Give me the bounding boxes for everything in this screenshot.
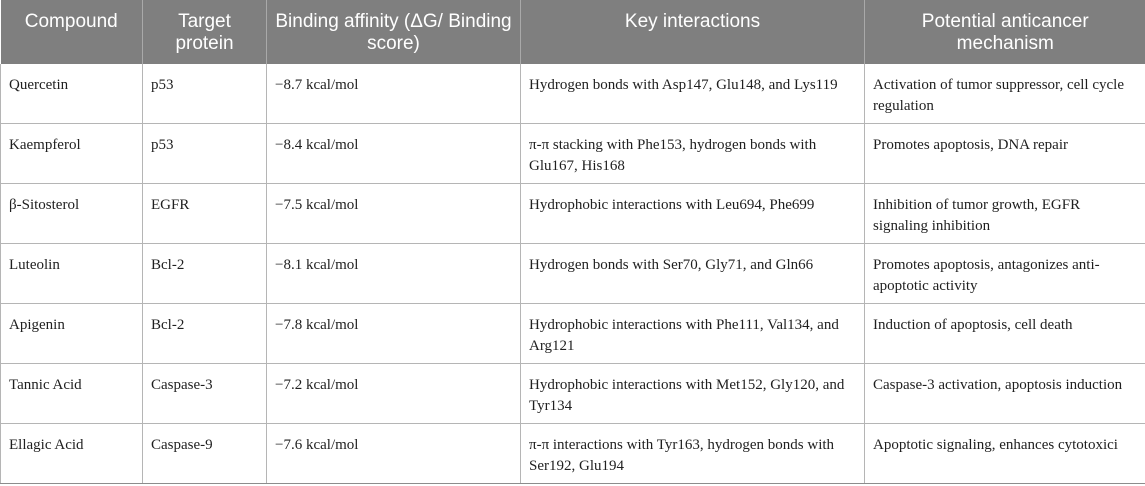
- table-row: [1, 124, 1145, 184]
- cell-target-protein: p53: [143, 64, 267, 124]
- header-compound: Compound: [1, 0, 143, 64]
- header-binding-affinity: Binding affinity (ΔG/ Binding score): [267, 0, 521, 64]
- cell-key-interactions: Hydrophobic interactions with Met152, Gly120, and Tyr134: [521, 364, 865, 424]
- cell-mechanism-text: Promotes apoptosis, DNA repair: [873, 137, 1068, 153]
- cell-mechanism: [865, 424, 1145, 484]
- cell-binding-affinity: −8.1 kcal/mol: [267, 244, 521, 304]
- cell-target-protein: Bcl-2: [143, 304, 267, 364]
- cell-mechanism-text: Induction of apoptosis, cell death: [873, 317, 1073, 333]
- table-header: [1, 0, 1145, 64]
- cell-target-protein: Caspase-3: [143, 364, 267, 424]
- cell-compound: Quercetin: [1, 64, 143, 124]
- cell-mechanism: [865, 124, 1145, 184]
- header-row: [1, 0, 1145, 64]
- table-row: [1, 304, 1145, 364]
- table-row: [1, 64, 1145, 124]
- cell-mechanism-text: Inhibition of tumor growth, EGFR signaling inhibition: [873, 197, 1081, 234]
- table-body: [1, 64, 1145, 484]
- cell-mechanism: [865, 244, 1145, 304]
- cell-mechanism-text: Caspase-3 activation, apoptosis induction: [873, 377, 1123, 393]
- cell-key-interactions: Hydrogen bonds with Ser70, Gly71, and Gln66: [521, 244, 865, 304]
- cell-binding-affinity: −8.4 kcal/mol: [267, 124, 521, 184]
- table-row: [1, 244, 1145, 304]
- cell-compound: β-Sitosterol: [1, 184, 143, 244]
- cell-target-protein: Caspase-9: [143, 424, 267, 484]
- cell-compound: Luteolin: [1, 244, 143, 304]
- cell-binding-affinity: −7.2 kcal/mol: [267, 364, 521, 424]
- cell-mechanism-text: Apoptotic signaling, enhances cytotoxici: [873, 437, 1118, 453]
- header-target-protein: Target protein: [143, 0, 267, 64]
- cell-target-protein: Bcl-2: [143, 244, 267, 304]
- cell-compound: Tannic Acid: [1, 364, 143, 424]
- cell-compound: Kaempferol: [1, 124, 143, 184]
- header-anticancer-mechanism: Potential anticancer mechanism: [865, 0, 1145, 64]
- cell-mechanism-text: Activation of tumor suppressor, cell cycle regulation: [873, 77, 1124, 114]
- cell-binding-affinity: −8.7 kcal/mol: [267, 64, 521, 124]
- cell-mechanism: [865, 64, 1145, 124]
- cell-target-protein: EGFR: [143, 184, 267, 244]
- cell-mechanism: [865, 304, 1145, 364]
- cell-mechanism: [865, 184, 1145, 244]
- cell-key-interactions: π-π interactions with Tyr163, hydrogen bonds with Ser192, Glu194: [521, 424, 865, 484]
- cell-binding-affinity: −7.8 kcal/mol: [267, 304, 521, 364]
- cell-target-protein: p53: [143, 124, 267, 184]
- header-key-interactions: Key interactions: [521, 0, 865, 64]
- cell-key-interactions: Hydrogen bonds with Asp147, Glu148, and Lys119: [521, 64, 865, 124]
- cell-mechanism: [865, 364, 1145, 424]
- table-row: [1, 424, 1145, 484]
- cell-binding-affinity: −7.6 kcal/mol: [267, 424, 521, 484]
- cell-key-interactions: Hydrophobic interactions with Leu694, Phe699: [521, 184, 865, 244]
- table-row: [1, 184, 1145, 244]
- cell-key-interactions: Hydrophobic interactions with Phe111, Val134, and Arg121: [521, 304, 865, 364]
- cell-compound: Apigenin: [1, 304, 143, 364]
- table-row: [1, 364, 1145, 424]
- cell-mechanism-text: Promotes apoptosis, antagonizes anti-apoptotic activity: [873, 257, 1100, 294]
- cell-compound: Ellagic Acid: [1, 424, 143, 484]
- cell-key-interactions: π-π stacking with Phe153, hydrogen bonds with Glu167, His168: [521, 124, 865, 184]
- cell-binding-affinity: −7.5 kcal/mol: [267, 184, 521, 244]
